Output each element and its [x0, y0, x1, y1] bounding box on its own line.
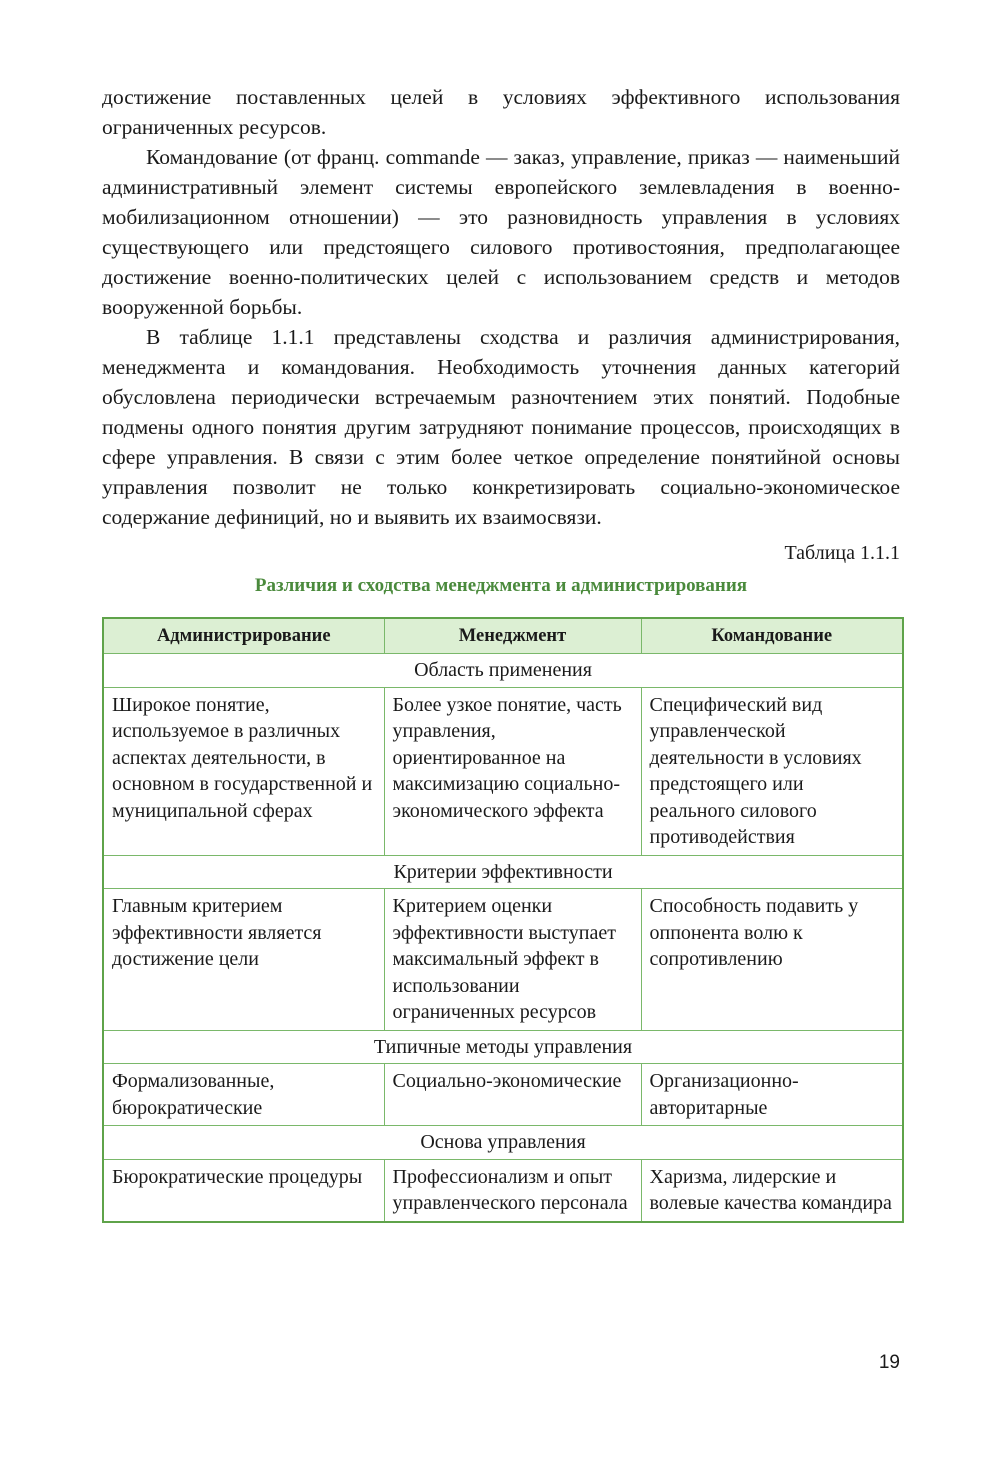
table-row [103, 1159, 903, 1222]
section-title: Основа управления [103, 1126, 903, 1160]
table-cell: Критерием оценки эффективности выступает максимальный эффект в использовании ограниченных ресурсов [384, 889, 641, 1031]
section-row-basis [103, 1126, 903, 1160]
table-header-row [103, 618, 903, 654]
paragraph-continuation: достижение поставленных целей в условиях эффективного использования ограниченных ресурсов. [102, 85, 900, 139]
table-cell: Формализованные, бюрократические [103, 1064, 384, 1126]
table-row [103, 889, 903, 1031]
comparison-table [102, 617, 904, 1223]
header-management: Менеджмент [384, 618, 641, 654]
table-cell: Харизма, лидерские и волевые качества командира [641, 1159, 903, 1222]
table-cell: Более узкое понятие, часть управления, ориентированное на максимизацию социально-экономического эффекта [384, 687, 641, 855]
section-title: Область применения [103, 654, 903, 688]
table-cell: Профессионализм и опыт управленческого персонала [384, 1159, 641, 1222]
table-number: Таблица 1.1.1 [784, 542, 900, 564]
section-title: Типичные методы управления [103, 1030, 903, 1064]
header-command: Командование [641, 618, 903, 654]
section-row-methods [103, 1030, 903, 1064]
header-administration: Администрирование [103, 618, 384, 654]
table-cell: Организационно-авторитарные [641, 1064, 903, 1126]
table-cell: Бюрократические процедуры [103, 1159, 384, 1222]
page-content [102, 82, 900, 1223]
table-title: Различия и сходства менеджмента и администрирования [254, 575, 748, 596]
page-number: 19 [878, 1352, 900, 1373]
paragraph-table-intro: В таблице 1.1.1 представлены сходства и различия администрирования, менеджмента и командования. Необходимость уточнения данных категорий обусловлена периодически встречаемым разночтением этих понятий. Подобные подмены одного понятия другим затрудняют понимание процессов, происходящих в сфере управления. В связи с этим более четкое определение понятийной основы управления позволит не только конкретизировать социально-экономическое содержание дефиниций, но и выявить их взаимосвязи. [102, 325, 900, 529]
table-cell: Широкое понятие, используемое в различных аспектах деятельности, в основном в государственной и муниципальной сферах [103, 687, 384, 855]
section-title: Критерии эффективности [103, 855, 903, 889]
table-cell: Специфический вид управленческой деятельности в условиях предстоящего или реального силового противодействия [641, 687, 903, 855]
section-row-criteria [103, 855, 903, 889]
section-row-scope [103, 654, 903, 688]
table-cell: Социально-экономические [384, 1064, 641, 1126]
table-row [103, 687, 903, 855]
table-row [103, 1064, 903, 1126]
paragraph-command-definition: Командование (от франц. commande — заказ, управление, приказ — наименьший административный элемент системы европейского землевладения в военно-мобилизационном отношении) — это разновидность управления в условиях существующего или предстоящего силового противостояния, предполагающее достижение военно-политических целей с использованием средств и методов вооруженной борьбы. [102, 145, 900, 319]
table-cell: Главным критерием эффективности является достижение цели [103, 889, 384, 1031]
table-cell: Способность подавить у оппонента волю к сопротивлению [641, 889, 903, 1031]
